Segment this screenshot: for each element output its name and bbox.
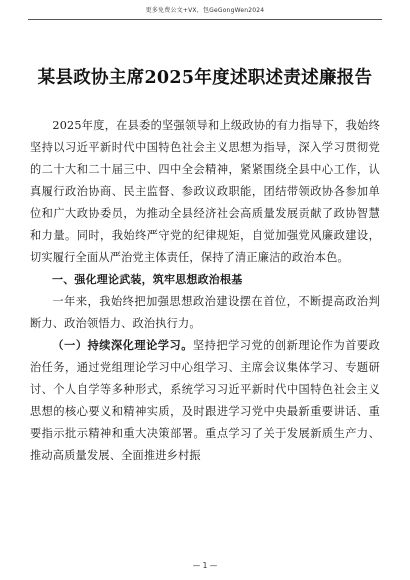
subsection-one-text: 坚持把学习党的创新理论作为首要政治任务，通过党组理论学习中心组学习、主席会议集体学习、专题研讨、个人自学等多种形式，系统学习习近平新时代中国特色社会主义思想的核心要义和精神实质，及时跟进学习党中央最新重要讲话、重要指示批示精神和重大决策部署。重点学习了关于发展新质生产力、推动高质量发展、全面推进乡村振	[30, 339, 380, 462]
header-note: 更多免费公文+VX，包GeGongWen2024	[28, 0, 382, 20]
subsection-one-lead: （一）持续深化理论学习。	[52, 339, 193, 352]
page-number: — 1 —	[192, 561, 218, 570]
document-title: 某县政协主席2025年度述职述责述廉报告	[37, 68, 373, 88]
document-body	[30, 115, 380, 467]
intro-paragraph: 2025年度，在县委的坚强领导和上级政协的有力指导下，我始终坚持以习近平新时代中国特色社会主义思想为指导，深入学习贯彻党的二十大和二十届三中、四中全会精神，紧紧围绕全县中心工作，认真履行政治协商、民主监督、参政议政职能，团结带领政协各参加单位和广大政协委员，为推动全县经济社会高质量发展贡献了政协智慧和力量。同时，我始终严守党的纪律规矩，自觉加强党风廉政建设，切实履行全面从严治党主体责任，保持了清正廉洁的政治本色。	[30, 119, 380, 264]
subsection-one-paragraph	[30, 335, 380, 467]
section-one-intro: 一年来，我始终把加强思想政治建设摆在首位，不断提高政治判断力、政治领悟力、政治执行力。	[30, 295, 380, 330]
section-one-heading: 一、强化理论武装，筑牢思想政治根基	[52, 273, 243, 286]
